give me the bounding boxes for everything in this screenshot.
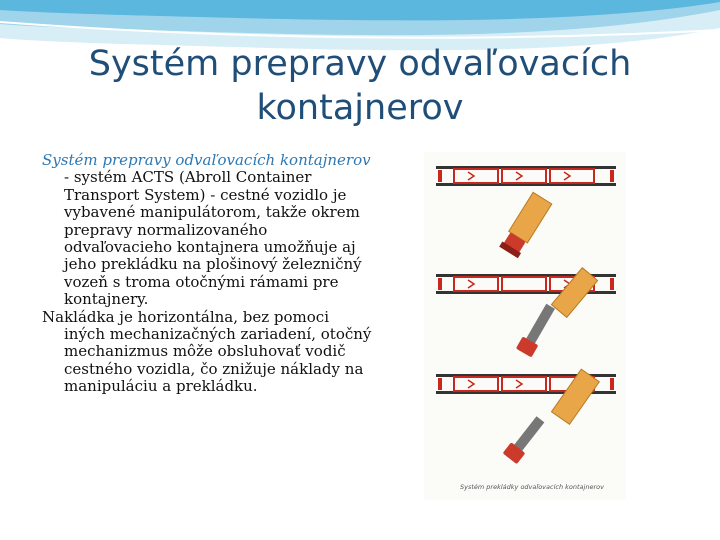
scene-1 [436, 166, 616, 258]
transfer-diagram [424, 152, 626, 500]
paragraph-acts-system [42, 152, 372, 309]
body-text [42, 152, 372, 396]
scene-3 [436, 369, 616, 464]
paragraph-loading: Nakládka je horizontálna, bez pomoci iných mechanizačných zariadení, otočný mechanizmus môže obsluhovať vodič cestného vozidla, čo znižuje náklady na manipuláciu a prekládku. [42, 307, 372, 396]
truck-with-container [499, 192, 552, 258]
title-line-2: kontajnerov [256, 88, 464, 128]
truck [503, 414, 548, 464]
paragraph-1-text: - systém ACTS (Abroll Container Transport System) - cestné vozidlo je vybavené manipulátorom, takže okrem prepravy normalizovaného odvaľovacieho kontajnera umožňuje aj jeho prekládku na plošinový železničný vozeň s troma otočnými rámami pre kontajnery. [64, 168, 362, 309]
slide-title [40, 42, 680, 130]
transfer-diagram-figure [424, 152, 626, 500]
term-highlight: Systém prepravy odvaľovacích kontajnerov [42, 151, 371, 169]
figure-caption: Systém prekládky odvaľovacích kontajnerov [460, 483, 604, 491]
truck [516, 302, 559, 358]
title-line-1: Systém prepravy odvaľovacích [88, 44, 632, 84]
railway-wagon [436, 166, 616, 186]
scene-2 [436, 268, 616, 358]
